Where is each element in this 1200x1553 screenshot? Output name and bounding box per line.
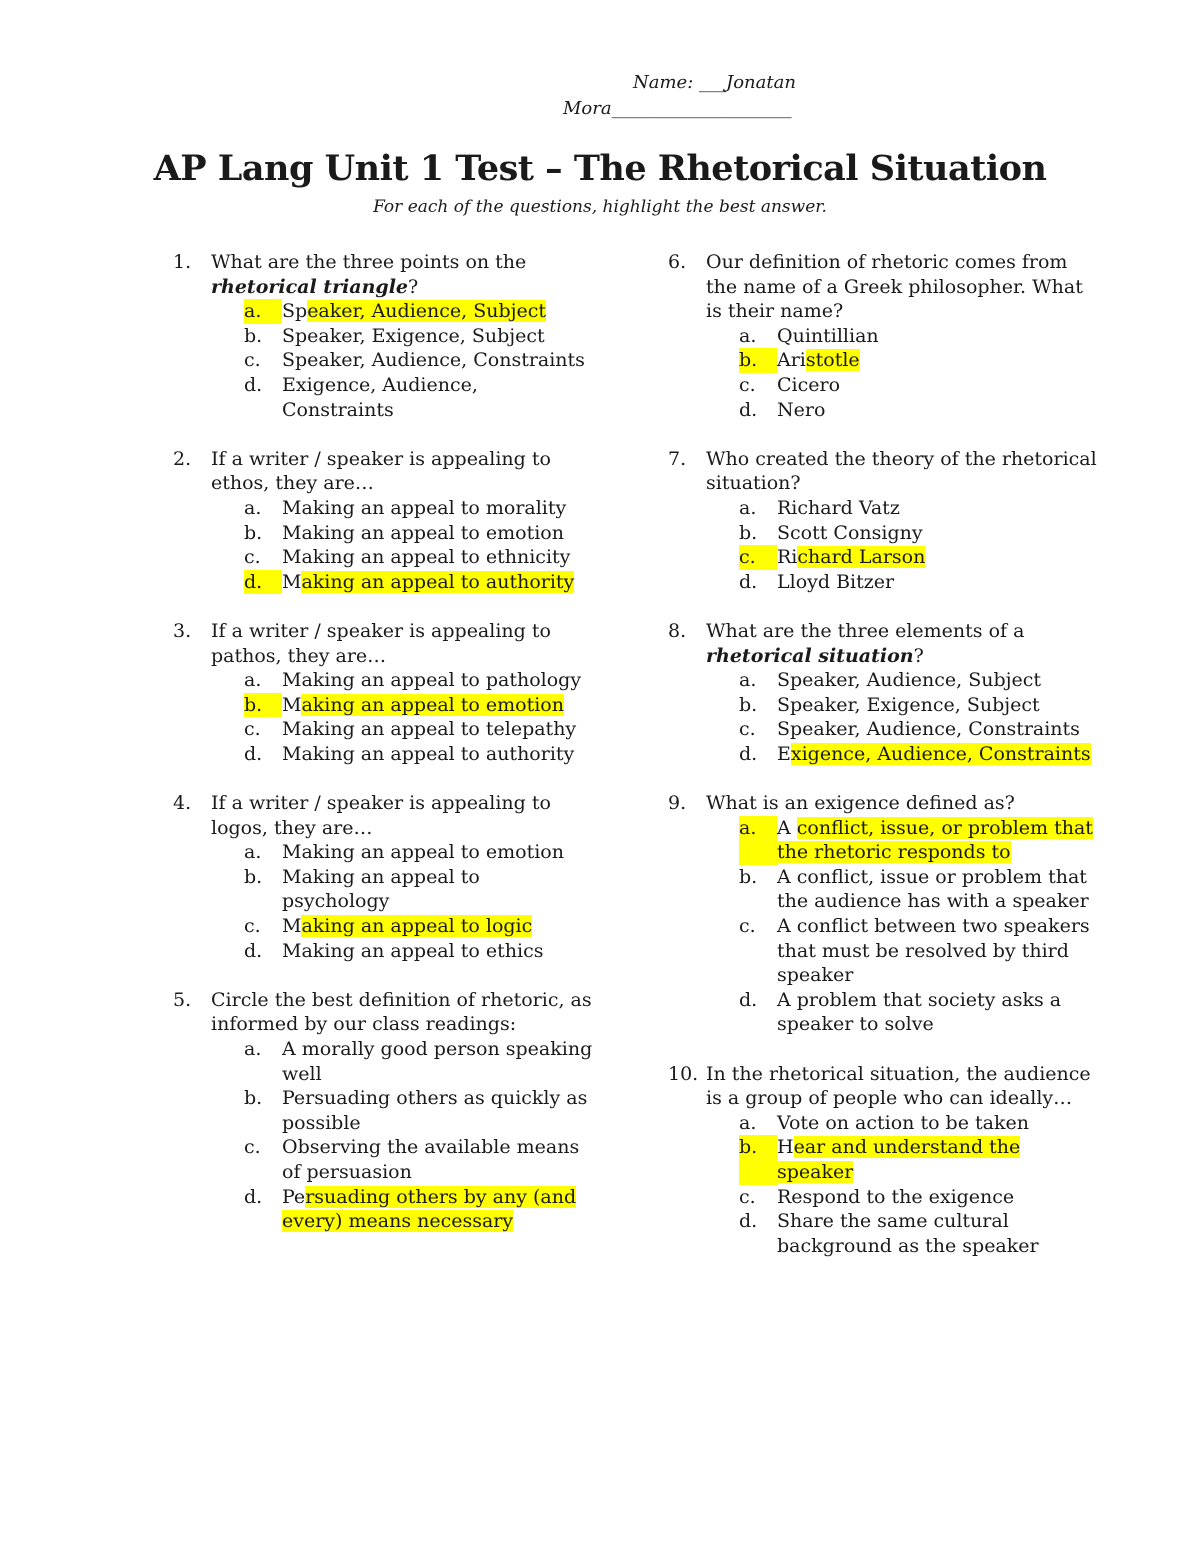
option-letter: b. [739,521,758,544]
option-text: Making an appeal to ethnicity [282,546,571,569]
option-letter: c. [739,915,756,938]
question-stem [211,250,593,299]
question-text: Our definition of rhetoric comes from the name of a Greek philosopher. What is their name? [706,251,1083,323]
option-letter: d. [244,570,282,595]
questions-right-column [668,250,1098,1283]
option-text-lead: Pe [282,1185,306,1208]
answer-option[interactable] [706,1185,1098,1210]
option-letter: c. [739,545,777,570]
option-letter: b. [244,324,263,347]
option-letter: d. [244,742,263,765]
question-number: 5. [173,988,192,1011]
option-letter: a. [244,299,282,324]
name-line-2: Mora____________________ [563,98,792,119]
answer-option[interactable] [211,1086,593,1135]
question-text-end: ? [913,644,924,667]
option-text [777,545,1098,570]
option-letter: b. [739,348,777,373]
question-1 [173,250,593,422]
option-text [282,570,593,595]
option-text: Making an appeal to emotion [282,521,564,544]
question-7 [668,447,1098,595]
answer-option[interactable] [706,398,1098,423]
option-letter: b. [244,1087,263,1110]
option-letter: d. [739,398,758,421]
answer-option[interactable] [211,668,593,693]
answer-option[interactable] [211,1185,593,1234]
option-letter: b. [244,865,263,888]
question-10 [668,1062,1098,1259]
answer-option[interactable] [706,742,1098,767]
answer-options [706,496,1098,594]
answer-option[interactable] [706,1111,1098,1136]
option-text [777,742,1098,767]
question-body [211,988,593,1234]
answer-option[interactable] [706,521,1098,546]
answer-option[interactable] [706,496,1098,521]
option-text: Nero [777,398,826,421]
page-title: AP Lang Unit 1 Test – The Rhetorical Situation [153,148,1047,189]
option-text [777,1135,1098,1184]
answer-option[interactable] [211,840,593,865]
question-9 [668,791,1098,1037]
questions-left-column [173,250,593,1258]
question-stem [211,791,593,840]
answer-option[interactable] [211,373,593,422]
option-text-lead: E [777,742,791,765]
question-text: What are the three points on the [211,251,527,273]
question-stem [211,447,593,496]
option-letter: b. [244,521,263,544]
question-text: If a writer / speaker is appealing to ethos, they are… [211,447,551,495]
answer-options [211,668,593,766]
option-letter: a. [244,841,262,864]
option-text: Lloyd Bitzer [777,570,895,593]
option-letter: c. [244,349,261,372]
question-text: Who created the theory of the rhetorical situation? [706,447,1097,495]
option-text: Richard Vatz [777,496,900,519]
question-number: 9. [668,792,687,815]
answer-option[interactable] [211,1037,593,1086]
question-text: What are the three elements of a [706,619,1025,642]
name-line-1: Name: ___Jonatan [633,72,796,93]
option-letter: d. [244,373,263,396]
question-body [211,619,593,767]
option-text: Speaker, Audience, Constraints [282,349,585,372]
option-text: Making an appeal to psychology [282,865,480,913]
option-text: Speaker, Exigence, Subject [282,324,545,347]
answer-option[interactable] [211,914,593,939]
answer-option[interactable] [211,545,593,570]
answer-option[interactable] [211,570,593,595]
option-letter: a. [739,496,757,519]
answer-option[interactable] [211,693,593,718]
answer-option[interactable] [211,348,593,373]
option-letter: a. [244,1038,262,1060]
answer-option[interactable] [211,1135,593,1184]
answer-option[interactable] [211,717,593,742]
option-letter: d. [244,939,263,962]
instructions: For each of the questions, highlight the best answer. [373,197,827,217]
question-body [211,447,593,595]
option-letter: c. [739,718,756,741]
option-letter: a. [244,496,262,519]
option-letter: a. [739,669,757,692]
highlighted-answer: eaker, Audience, Subject [307,300,547,323]
option-text [777,348,1098,373]
question-body [706,250,1098,422]
option-letter: b. [739,693,758,716]
highlighted-answer: xigence, Audience, Constraints [790,742,1091,765]
answer-options [706,1111,1098,1259]
answer-option[interactable] [706,865,1098,914]
question-2 [173,447,593,595]
answer-option[interactable] [706,816,1098,865]
answer-option[interactable] [211,742,593,767]
question-3 [173,619,593,767]
question-number: 6. [668,251,687,273]
question-body [211,791,593,963]
question-5 [173,988,593,1234]
question-text: Circle the best definition of rhetoric, as informed by our class readings: [211,988,592,1036]
option-text: A conflict, issue or problem that the audience has with a speaker [777,865,1089,913]
question-4 [173,791,593,963]
question-stem [211,619,593,668]
answer-option[interactable] [211,496,593,521]
question-body [706,619,1098,767]
option-text: Making an appeal to morality [282,496,567,519]
option-text: A morally good person speaking well [282,1038,593,1085]
option-letter: c. [739,1185,756,1208]
answer-option[interactable] [706,348,1098,373]
option-text-lead: H [777,1136,794,1159]
question-body [706,447,1098,595]
answer-option[interactable] [211,299,593,324]
highlighted-answer: conflict, issue, or problem that the rhetoric responds to [777,816,1093,864]
answer-option[interactable] [706,1209,1098,1258]
option-letter: c. [244,915,261,938]
question-stem [706,447,1098,496]
highlighted-answer: rsuading others by any (and every) means necessary [282,1185,577,1233]
question-key-term: rhetorical triangle [211,275,409,298]
question-number: 3. [173,619,192,642]
question-text: What is an exigence defined as? [706,792,1015,815]
option-text [282,1185,593,1234]
answer-options [706,324,1098,422]
answer-options [706,816,1098,1037]
question-body [706,1062,1098,1259]
question-stem [706,1062,1098,1111]
option-letter: b. [244,693,282,718]
answer-options [211,299,593,422]
answer-option[interactable] [706,570,1098,595]
option-text: Speaker, Exigence, Subject [777,693,1040,716]
option-text-lead: Ri [777,546,798,569]
option-text [282,693,593,718]
option-text-lead: Sp [282,300,308,323]
answer-option[interactable] [706,717,1098,742]
option-text: A problem that society asks a speaker to solve [777,988,1062,1036]
option-letter: a. [739,1111,757,1134]
option-text: Making an appeal to ethics [282,939,544,962]
name-block [563,70,796,122]
question-stem [706,619,1098,668]
option-text: Exigence, Audience, Constraints [282,373,478,421]
answer-options [211,840,593,963]
question-6 [668,250,1098,422]
question-stem [211,988,593,1037]
option-text: Observing the available means of persuasion [282,1136,580,1183]
option-letter: a. [739,324,757,347]
answer-option[interactable] [706,324,1098,349]
option-text-lead: M [282,693,302,716]
option-letter: a. [739,816,777,865]
question-number: 7. [668,447,687,470]
option-text [282,299,593,324]
question-number: 2. [173,447,192,470]
option-text: Making an appeal to emotion [282,841,564,864]
answer-option[interactable] [706,373,1098,398]
answer-option[interactable] [706,1135,1098,1184]
answer-option[interactable] [706,914,1098,988]
option-text-lead: Ari [777,349,806,372]
answer-option[interactable] [211,865,593,914]
highlighted-answer: aking an appeal to logic [301,915,533,938]
highlighted-answer: aking an appeal to emotion [301,693,564,716]
option-text: Persuading others as quickly as possible [282,1087,588,1134]
question-text: In the rhetorical situation, the audience is a group of people who can ideally… [706,1062,1091,1110]
option-text-lead: M [282,570,302,593]
highlighted-answer: ear and understand the speaker [777,1136,1021,1183]
option-letter: a. [244,669,262,692]
option-text: Making an appeal to pathology [282,669,582,692]
option-text [777,816,1098,865]
option-letter: c. [739,373,756,396]
option-text-lead: A [777,816,797,839]
option-text: Quintillian [777,324,879,347]
answer-option[interactable] [706,693,1098,718]
question-8 [668,619,1098,767]
question-number: 1. [173,251,192,273]
question-text: If a writer / speaker is appealing to pathos, they are… [211,619,551,667]
option-letter: b. [739,1135,777,1184]
option-text: Making an appeal to telepathy [282,718,577,741]
option-letter: d. [739,742,758,765]
answer-option[interactable] [706,988,1098,1037]
option-text: Share the same cultural background as the speaker [777,1210,1039,1257]
answer-option[interactable] [706,668,1098,693]
question-stem [706,791,1098,816]
option-letter: c. [244,1136,261,1159]
option-letter: d. [739,1210,758,1233]
answer-options [211,1037,593,1234]
answer-options [706,668,1098,766]
option-letter: d. [739,570,758,593]
question-key-term: rhetorical situation [706,644,914,667]
option-letter: d. [244,1185,263,1208]
highlighted-answer: stotle [805,349,860,372]
option-text: A conflict between two speakers that must be resolved by third speaker [777,915,1090,987]
question-stem [706,250,1098,324]
option-letter: c. [244,546,261,569]
question-number: 10. [668,1062,699,1085]
question-number: 4. [173,792,192,815]
answer-option[interactable] [211,521,593,546]
question-number: 8. [668,619,687,642]
question-body [706,791,1098,1037]
option-text: Cicero [777,373,841,396]
answer-option[interactable] [706,545,1098,570]
answer-options [211,496,593,594]
option-text-lead: M [282,915,302,938]
answer-option[interactable] [211,324,593,349]
question-text-end: ? [408,275,419,298]
option-letter: b. [739,865,758,888]
option-letter: c. [244,718,261,741]
option-text: Vote on action to be taken [777,1111,1029,1134]
option-text: Scott Consigny [777,521,923,544]
question-body [211,250,593,422]
option-text [282,914,593,939]
highlighted-answer: aking an appeal to authority [301,570,575,593]
option-text: Speaker, Audience, Subject [777,669,1042,692]
highlighted-answer: chard Larson [797,546,926,569]
option-text: Speaker, Audience, Constraints [777,718,1080,741]
answer-option[interactable] [211,939,593,964]
option-letter: d. [739,988,758,1011]
option-text: Making an appeal to authority [282,742,575,765]
option-text: Respond to the exigence [777,1185,1015,1208]
question-text: If a writer / speaker is appealing to logos, they are… [211,792,551,839]
